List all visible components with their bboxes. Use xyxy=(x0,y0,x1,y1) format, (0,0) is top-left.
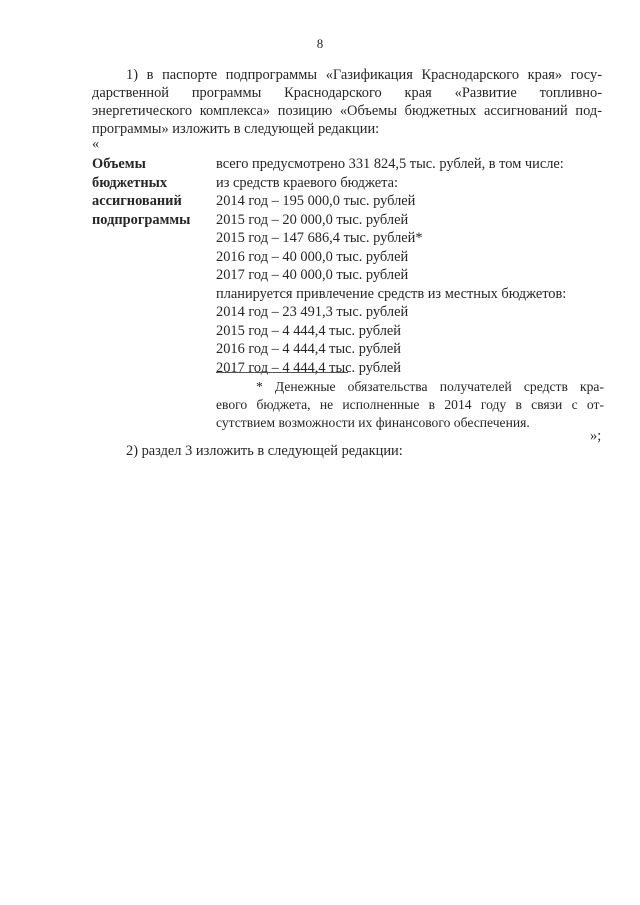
opening-quote: « xyxy=(92,136,100,152)
closing-quote: »; xyxy=(590,428,602,444)
budget-year-line: 2016 год – 40 000,0 тыс. рублей xyxy=(216,248,409,265)
section-2-paragraph: 2) раздел 3 изложить в следующей редакции: xyxy=(126,443,403,459)
footnote xyxy=(216,378,604,432)
budget-year-line: 2017 год – 4 444,4 тыс. рублей xyxy=(216,359,401,376)
intro-line-2: дарственной программы Краснодарского края «Развитие топливно- xyxy=(92,85,602,101)
footnote-line-2: евого бюджета, не исполненные в 2014 году в связи с от- xyxy=(216,397,604,412)
budget-year-line: 2014 год – 23 491,3 тыс. рублей xyxy=(216,304,409,320)
label-line: бюджетных xyxy=(92,174,168,191)
budget-year-line: 2014 год – 195 000,0 тыс. рублей xyxy=(216,193,416,209)
footnote-line-3: сутствием возможности их финансового обеспечения. xyxy=(216,415,530,430)
intro-line-3: энергетического комплекса» позицию «Объемы бюджетных ассигнований под- xyxy=(92,103,602,119)
label-line: ассигнований xyxy=(92,193,182,209)
budget-total: всего предусмотрено 331 824,5 тыс. рублей, в том числе: xyxy=(216,156,564,172)
label-line: подпрограммы xyxy=(92,211,191,228)
budget-year-line: 2016 год – 4 444,4 тыс. рублей xyxy=(216,341,401,357)
budget-source-local: планируется привлечение средств из местных бюджетов: xyxy=(216,285,567,302)
budget-year-line: 2015 год – 147 686,4 тыс. рублей* xyxy=(216,230,423,246)
position-label xyxy=(92,155,207,229)
intro-line-4: программы» изложить в следующей редакции: xyxy=(92,121,380,137)
footnote-divider xyxy=(216,372,348,373)
budget-year-line: 2017 год – 40 000,0 тыс. рублей xyxy=(216,267,409,283)
label-line: Объемы xyxy=(92,156,146,172)
budget-year-line: 2015 год – 20 000,0 тыс. рублей xyxy=(216,211,409,228)
budget-source-regional: из средств краевого бюджета: xyxy=(216,174,398,191)
intro-line-1: 1) в паспорте подпрограммы «Газификация Краснодарского края» госу- xyxy=(126,67,602,83)
intro-paragraph xyxy=(92,66,602,138)
budget-values xyxy=(216,155,606,377)
budget-year-line: 2015 год – 4 444,4 тыс. рублей xyxy=(216,322,401,339)
footnote-line-1: * Денежные обязательства получателей средств кра- xyxy=(256,379,604,394)
page-number: 8 xyxy=(316,36,324,51)
